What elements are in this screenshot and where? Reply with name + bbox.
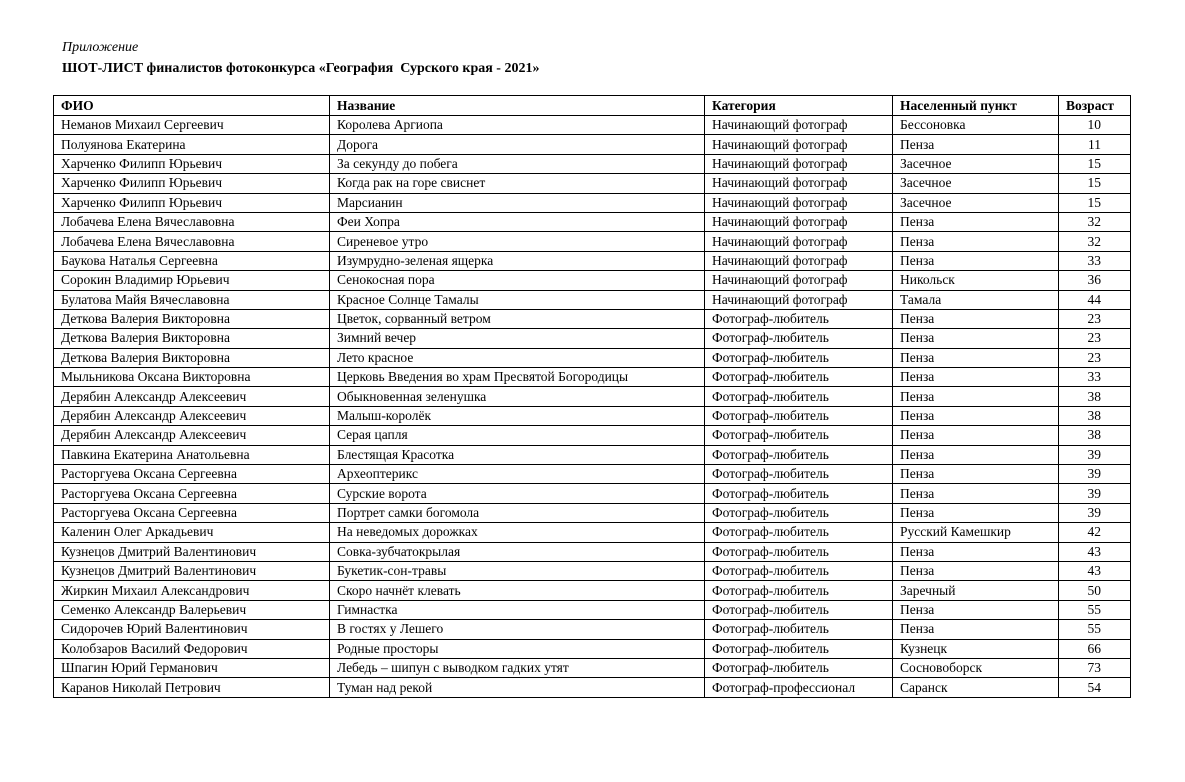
cell-age: 44 bbox=[1059, 290, 1131, 309]
cell-title: Скоро начнёт клевать bbox=[330, 581, 705, 600]
cell-category: Фотограф-любитель bbox=[705, 620, 893, 639]
cell-age: 10 bbox=[1059, 116, 1131, 135]
cell-name: Колобзаров Василий Федорович bbox=[54, 639, 330, 658]
cell-category: Начинающий фотограф bbox=[705, 251, 893, 270]
cell-locality: Бессоновка bbox=[893, 116, 1059, 135]
cell-age: 38 bbox=[1059, 387, 1131, 406]
cell-locality: Никольск bbox=[893, 271, 1059, 290]
table-row bbox=[54, 581, 1131, 600]
cell-name: Дерябин Александр Алексеевич bbox=[54, 406, 330, 425]
cell-title: Букетик-сон-травы bbox=[330, 561, 705, 580]
cell-category: Фотограф-любитель bbox=[705, 639, 893, 658]
cell-name: Павкина Екатерина Анатольевна bbox=[54, 445, 330, 464]
cell-name: Каленин Олег Аркадьевич bbox=[54, 523, 330, 542]
cell-locality: Пенза bbox=[893, 484, 1059, 503]
cell-locality: Пенза bbox=[893, 503, 1059, 522]
cell-category: Начинающий фотограф bbox=[705, 174, 893, 193]
cell-category: Фотограф-любитель bbox=[705, 465, 893, 484]
cell-age: 55 bbox=[1059, 620, 1131, 639]
cell-name: Полуянова Екатерина bbox=[54, 135, 330, 154]
cell-category: Начинающий фотограф bbox=[705, 290, 893, 309]
cell-age: 43 bbox=[1059, 542, 1131, 561]
table-row bbox=[54, 368, 1131, 387]
cell-age: 36 bbox=[1059, 271, 1131, 290]
cell-title: Сурские ворота bbox=[330, 484, 705, 503]
table-row bbox=[54, 542, 1131, 561]
cell-age: 66 bbox=[1059, 639, 1131, 658]
table-row bbox=[54, 600, 1131, 619]
cell-locality: Русский Камешкир bbox=[893, 523, 1059, 542]
table-row bbox=[54, 174, 1131, 193]
table-row bbox=[54, 116, 1131, 135]
table-row bbox=[54, 329, 1131, 348]
document-title: ШОТ-ЛИСТ финалистов фотоконкурса «География Сурского края - 2021» bbox=[62, 61, 540, 76]
cell-age: 15 bbox=[1059, 154, 1131, 173]
cell-age: 39 bbox=[1059, 503, 1131, 522]
cell-locality: Пенза bbox=[893, 620, 1059, 639]
cell-locality: Засечное bbox=[893, 174, 1059, 193]
cell-category: Фотограф-любитель bbox=[705, 561, 893, 580]
cell-locality: Саранск bbox=[893, 678, 1059, 697]
column-header-name: ФИО bbox=[54, 96, 330, 116]
cell-name: Расторгуева Оксана Сергеевна bbox=[54, 484, 330, 503]
cell-category: Начинающий фотограф bbox=[705, 212, 893, 231]
cell-locality: Пенза bbox=[893, 426, 1059, 445]
cell-name: Харченко Филипп Юрьевич bbox=[54, 174, 330, 193]
cell-name: Деткова Валерия Викторовна bbox=[54, 329, 330, 348]
cell-name: Кузнецов Дмитрий Валентинович bbox=[54, 542, 330, 561]
cell-title: Совка-зубчатокрылая bbox=[330, 542, 705, 561]
cell-locality: Пенза bbox=[893, 465, 1059, 484]
cell-category: Фотограф-любитель bbox=[705, 523, 893, 542]
cell-title: Дорога bbox=[330, 135, 705, 154]
cell-title: Зимний вечер bbox=[330, 329, 705, 348]
table-row bbox=[54, 251, 1131, 270]
finalists-table bbox=[53, 95, 1131, 698]
cell-locality: Сосновоборск bbox=[893, 658, 1059, 677]
cell-title: Туман над рекой bbox=[330, 678, 705, 697]
cell-title: Церковь Введения во храм Пресвятой Богородицы bbox=[330, 368, 705, 387]
cell-title: Лето красное bbox=[330, 348, 705, 367]
cell-name: Жиркин Михаил Александрович bbox=[54, 581, 330, 600]
cell-name: Лобачева Елена Вячеславовна bbox=[54, 232, 330, 251]
appendix-label: Приложение bbox=[62, 40, 139, 55]
cell-age: 15 bbox=[1059, 174, 1131, 193]
cell-category: Фотограф-любитель bbox=[705, 348, 893, 367]
table-row bbox=[54, 154, 1131, 173]
cell-age: 55 bbox=[1059, 600, 1131, 619]
cell-locality: Пенза bbox=[893, 561, 1059, 580]
cell-age: 11 bbox=[1059, 135, 1131, 154]
cell-name: Мыльникова Оксана Викторовна bbox=[54, 368, 330, 387]
cell-age: 43 bbox=[1059, 561, 1131, 580]
cell-locality: Пенза bbox=[893, 445, 1059, 464]
cell-title: Красное Солнце Тамалы bbox=[330, 290, 705, 309]
table-row bbox=[54, 484, 1131, 503]
cell-name: Расторгуева Оксана Сергеевна bbox=[54, 503, 330, 522]
cell-name: Харченко Филипп Юрьевич bbox=[54, 154, 330, 173]
cell-category: Начинающий фотограф bbox=[705, 154, 893, 173]
cell-title: Малыш-королёк bbox=[330, 406, 705, 425]
cell-age: 23 bbox=[1059, 309, 1131, 328]
cell-category: Фотограф-любитель bbox=[705, 309, 893, 328]
cell-name: Лобачева Елена Вячеславовна bbox=[54, 212, 330, 231]
cell-title: Когда рак на горе свиснет bbox=[330, 174, 705, 193]
column-header-age: Возраст bbox=[1059, 96, 1131, 116]
cell-category: Фотограф-любитель bbox=[705, 406, 893, 425]
table-row bbox=[54, 271, 1131, 290]
table-row bbox=[54, 620, 1131, 639]
cell-locality: Пенза bbox=[893, 212, 1059, 231]
table-row bbox=[54, 523, 1131, 542]
cell-name: Каранов Николай Петрович bbox=[54, 678, 330, 697]
cell-age: 38 bbox=[1059, 426, 1131, 445]
cell-locality: Пенза bbox=[893, 406, 1059, 425]
cell-age: 39 bbox=[1059, 445, 1131, 464]
cell-age: 39 bbox=[1059, 484, 1131, 503]
cell-locality: Пенза bbox=[893, 542, 1059, 561]
cell-age: 32 bbox=[1059, 212, 1131, 231]
cell-title: На неведомых дорожках bbox=[330, 523, 705, 542]
cell-age: 38 bbox=[1059, 406, 1131, 425]
cell-name: Неманов Михаил Сергеевич bbox=[54, 116, 330, 135]
cell-name: Харченко Филипп Юрьевич bbox=[54, 193, 330, 212]
cell-category: Фотограф-любитель bbox=[705, 484, 893, 503]
table-row bbox=[54, 465, 1131, 484]
cell-title: Гимнастка bbox=[330, 600, 705, 619]
cell-category: Начинающий фотограф bbox=[705, 116, 893, 135]
cell-category: Фотограф-любитель bbox=[705, 581, 893, 600]
column-header-title: Название bbox=[330, 96, 705, 116]
cell-name: Дерябин Александр Алексеевич bbox=[54, 387, 330, 406]
cell-name: Деткова Валерия Викторовна bbox=[54, 348, 330, 367]
table-row bbox=[54, 639, 1131, 658]
cell-name: Деткова Валерия Викторовна bbox=[54, 309, 330, 328]
cell-age: 54 bbox=[1059, 678, 1131, 697]
cell-age: 42 bbox=[1059, 523, 1131, 542]
cell-locality: Пенза bbox=[893, 232, 1059, 251]
cell-category: Фотограф-любитель bbox=[705, 658, 893, 677]
cell-name: Шпагин Юрий Германович bbox=[54, 658, 330, 677]
cell-locality: Пенза bbox=[893, 600, 1059, 619]
table-row bbox=[54, 135, 1131, 154]
cell-title: Сенокосная пора bbox=[330, 271, 705, 290]
cell-age: 23 bbox=[1059, 329, 1131, 348]
cell-locality: Тамала bbox=[893, 290, 1059, 309]
cell-category: Фотограф-любитель bbox=[705, 329, 893, 348]
cell-locality: Пенза bbox=[893, 368, 1059, 387]
cell-name: Сорокин Владимир Юрьевич bbox=[54, 271, 330, 290]
cell-age: 15 bbox=[1059, 193, 1131, 212]
cell-locality: Кузнецк bbox=[893, 639, 1059, 658]
column-header-locality: Населенный пункт bbox=[893, 96, 1059, 116]
column-header-category: Категория bbox=[705, 96, 893, 116]
cell-name: Кузнецов Дмитрий Валентинович bbox=[54, 561, 330, 580]
cell-title: Серая цапля bbox=[330, 426, 705, 445]
cell-locality: Засечное bbox=[893, 154, 1059, 173]
cell-title: Лебедь – шипун с выводком гадких утят bbox=[330, 658, 705, 677]
cell-category: Фотограф-любитель bbox=[705, 600, 893, 619]
cell-category: Фотограф-любитель bbox=[705, 445, 893, 464]
table-row bbox=[54, 232, 1131, 251]
cell-age: 50 bbox=[1059, 581, 1131, 600]
cell-name: Булатова Майя Вячеславовна bbox=[54, 290, 330, 309]
cell-title: Сиреневое утро bbox=[330, 232, 705, 251]
cell-name: Дерябин Александр Алексеевич bbox=[54, 426, 330, 445]
cell-title: В гостях у Лешего bbox=[330, 620, 705, 639]
cell-age: 33 bbox=[1059, 368, 1131, 387]
cell-locality: Пенза bbox=[893, 135, 1059, 154]
cell-age: 73 bbox=[1059, 658, 1131, 677]
cell-name: Расторгуева Оксана Сергеевна bbox=[54, 465, 330, 484]
cell-locality: Пенза bbox=[893, 309, 1059, 328]
cell-title: Королева Аргиопа bbox=[330, 116, 705, 135]
cell-title: Родные просторы bbox=[330, 639, 705, 658]
table-row bbox=[54, 503, 1131, 522]
cell-title: Блестящая Красотка bbox=[330, 445, 705, 464]
cell-age: 32 bbox=[1059, 232, 1131, 251]
cell-category: Фотограф-любитель bbox=[705, 426, 893, 445]
table-row bbox=[54, 309, 1131, 328]
table-row bbox=[54, 406, 1131, 425]
table-row bbox=[54, 678, 1131, 697]
cell-locality: Заречный bbox=[893, 581, 1059, 600]
cell-title: Цветок, сорванный ветром bbox=[330, 309, 705, 328]
cell-category: Фотограф-любитель bbox=[705, 542, 893, 561]
cell-name: Баукова Наталья Сергеевна bbox=[54, 251, 330, 270]
table-row bbox=[54, 561, 1131, 580]
cell-title: Изумрудно-зеленая ящерка bbox=[330, 251, 705, 270]
cell-locality: Засечное bbox=[893, 193, 1059, 212]
cell-category: Начинающий фотограф bbox=[705, 135, 893, 154]
cell-category: Начинающий фотограф bbox=[705, 232, 893, 251]
cell-locality: Пенза bbox=[893, 329, 1059, 348]
table-row bbox=[54, 290, 1131, 309]
cell-age: 33 bbox=[1059, 251, 1131, 270]
cell-category: Начинающий фотограф bbox=[705, 193, 893, 212]
cell-category: Фотограф-профессионал bbox=[705, 678, 893, 697]
table-row bbox=[54, 658, 1131, 677]
cell-category: Начинающий фотограф bbox=[705, 271, 893, 290]
table-row bbox=[54, 348, 1131, 367]
cell-title: Портрет самки богомола bbox=[330, 503, 705, 522]
cell-title: Феи Хопра bbox=[330, 212, 705, 231]
table-row bbox=[54, 387, 1131, 406]
table-row bbox=[54, 193, 1131, 212]
cell-title: Обыкновенная зеленушка bbox=[330, 387, 705, 406]
cell-category: Фотограф-любитель bbox=[705, 503, 893, 522]
cell-title: Марсианин bbox=[330, 193, 705, 212]
table-body bbox=[54, 116, 1131, 698]
cell-locality: Пенза bbox=[893, 251, 1059, 270]
cell-category: Фотограф-любитель bbox=[705, 368, 893, 387]
cell-locality: Пенза bbox=[893, 348, 1059, 367]
cell-category: Фотограф-любитель bbox=[705, 387, 893, 406]
table-row bbox=[54, 426, 1131, 445]
cell-age: 23 bbox=[1059, 348, 1131, 367]
table-row bbox=[54, 212, 1131, 231]
cell-name: Семенко Александр Валерьевич bbox=[54, 600, 330, 619]
cell-age: 39 bbox=[1059, 465, 1131, 484]
cell-title: Археоптерикс bbox=[330, 465, 705, 484]
cell-title: За секунду до побега bbox=[330, 154, 705, 173]
table-header-row bbox=[54, 96, 1131, 116]
cell-locality: Пенза bbox=[893, 387, 1059, 406]
cell-name: Сидорочев Юрий Валентинович bbox=[54, 620, 330, 639]
table-row bbox=[54, 445, 1131, 464]
